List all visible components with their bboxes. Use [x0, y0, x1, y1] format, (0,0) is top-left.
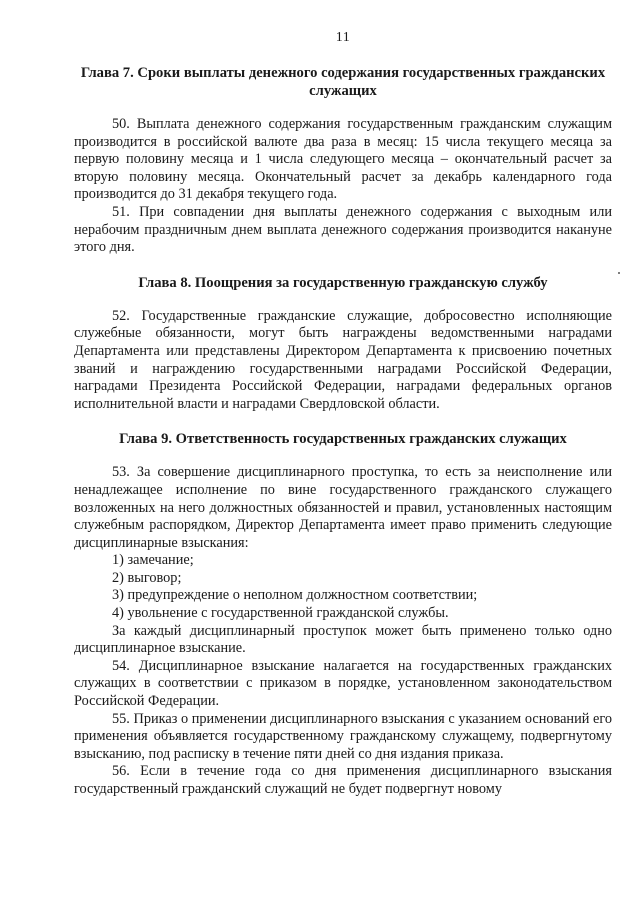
paragraph-52: 52. Государственные гражданские служащие, добросовестно исполняющие служебные обязанности, могут быть награждены ведомственными наградами Департамента или представлены Директором Департамента к присвоению почетных званий и награждению государственными наградами Российской Федерации, наградами Президента Российской Федерации, наградами федеральных органов исполнительной власти и наградами Свердловской области.: [74, 307, 612, 412]
penalty-list-item-1: 1) замечание;: [112, 552, 194, 569]
document-page: [74, 30, 612, 799]
paragraph-55: 55. Приказ о применении дисциплинарного взыскания с указанием оснований его применения объявляется государственному гражданскому служащему, подвергнутому взысканию, под расписку в течение пяти дней со дня издания приказа.: [74, 710, 612, 762]
paragraph-50: 50. Выплата денежного содержания государственным гражданским служащим производится в российской валюте два раза в месяц: 15 числа текущего месяца за первую половину месяца и 1 числа следующего месяца – окончательный расчет за вторую половину месяца. Окончательный расчет за декабрь календарного года производится до 31 декабря текущего года.: [74, 116, 612, 203]
paragraph-51: 51. При совпадении дня выплаты денежного содержания с выходным или нерабочим праздничным днем выплата денежного содержания производится накануне этого дня.: [74, 203, 612, 256]
paragraph-53: 53. За совершение дисциплинарного проступка, то есть за неисполнение или ненадлежащее исполнение по вине государственного гражданского служащего возложенных на него должностных обязанностей и правил, установленных настоящим служебным распорядком, Директор Департамента имеет право применить следующие дисциплинарные взыскания:: [74, 464, 612, 551]
paragraph-54: 54. Дисциплинарное взыскание налагается на государственных гражданских служащих в соответствии с приказом в порядке, установленном законодательством Российской Федерации.: [74, 657, 612, 710]
chapter-9-title: Глава 9. Ответственность государственных гражданских служащих: [119, 431, 567, 448]
paragraph-56: 56. Если в течение года со дня применения дисциплинарного взыскания государственный гражданский служащий не будет подвергнут новому: [74, 763, 612, 797]
paragraph-single-penalty: За каждый дисциплинарный проступок может быть применено только одно дисциплинарное взыскание.: [74, 622, 612, 657]
penalty-list-item-2: 2) выговор;: [112, 569, 182, 586]
scan-dot-mark: [618, 272, 620, 274]
page-number: 11: [335, 30, 351, 45]
penalty-list-item-3: 3) предупреждение о неполном должностном соответствии;: [112, 587, 478, 604]
chapter-7-title: Глава 7. Сроки выплаты денежного содержания государственных гражданских служащих: [80, 65, 606, 99]
penalty-list-item-4: 4) увольнение с государственной гражданской службы.: [112, 605, 449, 622]
chapter-8-title: Глава 8. Поощрения за государственную гражданскую службу: [138, 274, 548, 291]
